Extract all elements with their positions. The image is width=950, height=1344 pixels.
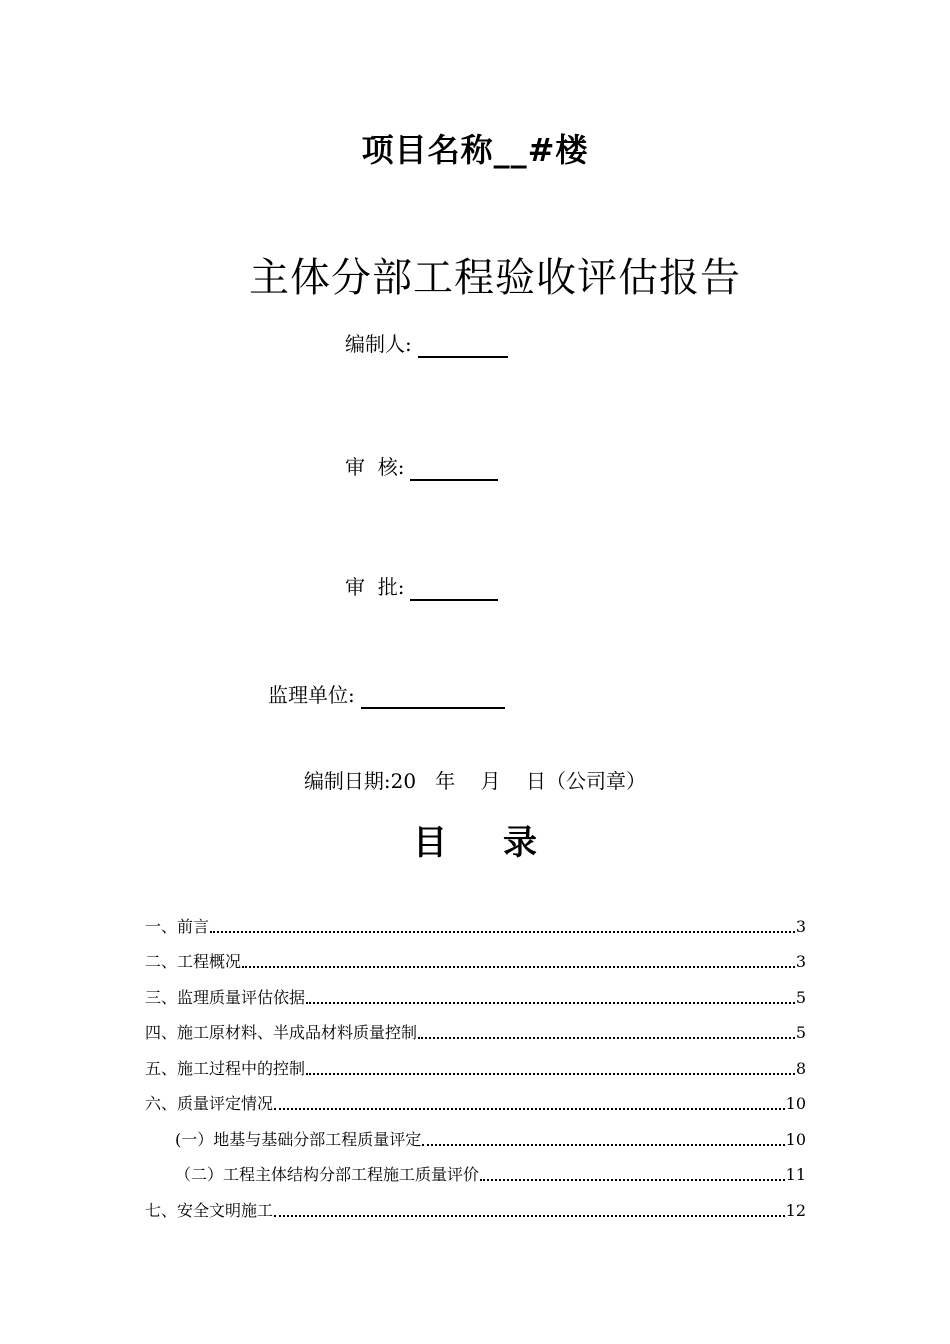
toc-title-part1: 目	[413, 823, 447, 863]
toc-entry-page: 12	[785, 1200, 806, 1220]
report-title: 主体分部工程验收评估报告	[249, 255, 741, 301]
supervisor-label: 监理单位:	[268, 683, 355, 707]
supervisor-field	[268, 681, 505, 709]
toc-leader-dots	[422, 1144, 784, 1146]
approver-field	[345, 573, 498, 601]
toc-entry[interactable]	[145, 1044, 806, 1080]
toc-entry[interactable]	[145, 1009, 806, 1045]
toc-entry-label: 七、安全文明施工	[145, 1200, 274, 1220]
toc-entry-label: 四、施工原材料、半成品材料质量控制	[145, 1023, 418, 1042]
reviewer-blank-line	[410, 457, 498, 481]
toc-entry-page: 3	[795, 916, 806, 936]
toc-entry-page: 8	[795, 1058, 806, 1078]
toc-leader-dots	[274, 1108, 785, 1110]
reviewer-label: 审 核:	[345, 455, 405, 479]
toc-entry-label: 六、质量评定情况	[145, 1094, 274, 1113]
toc-entry-page: 5	[795, 987, 806, 1007]
toc-subentry[interactable]	[145, 1151, 806, 1187]
toc-entry-page: 10	[785, 1094, 806, 1113]
toc-entry[interactable]	[145, 973, 806, 1009]
supervisor-blank-line	[361, 685, 505, 709]
toc-entry-label: 五、施工过程中的控制	[145, 1058, 306, 1078]
toc-leader-dots	[274, 1215, 785, 1217]
toc-entry[interactable]	[145, 902, 806, 938]
toc-leader-dots	[480, 1179, 785, 1181]
compiler-field	[345, 330, 508, 358]
toc-leader-dots	[210, 931, 795, 933]
toc-title	[0, 820, 950, 866]
toc-entry[interactable]	[145, 1186, 806, 1222]
toc-entry[interactable]	[145, 1080, 806, 1116]
compile-date-line: 编制日期:20 年 月 日（公司章）	[303, 769, 647, 793]
toc-leader-dots	[306, 1002, 795, 1004]
toc-subentry[interactable]	[145, 1115, 806, 1151]
toc-title-part2: 录	[503, 823, 537, 863]
approver-label: 审 批:	[345, 575, 405, 599]
toc-entry-label: （二）工程主体结构分部工程施工质量评价	[175, 1165, 480, 1184]
project-title: 项目名称__#楼	[361, 131, 589, 169]
reviewer-field	[345, 453, 498, 481]
toc-entry-label: 三、监理质量评估依据	[145, 987, 306, 1007]
compiler-blank-line	[418, 334, 508, 358]
toc-entry-label: 一、前言	[145, 916, 210, 936]
approver-blank-line	[410, 577, 498, 601]
toc-entry-label: 二、工程概况	[145, 952, 242, 971]
toc-leader-dots	[242, 966, 795, 968]
table-of-contents	[145, 902, 806, 1222]
toc-entry-page: 11	[785, 1165, 806, 1184]
toc-entry[interactable]	[145, 938, 806, 974]
toc-leader-dots	[306, 1073, 795, 1075]
toc-entry-page: 3	[795, 952, 806, 971]
toc-entry-label: (一）地基与基础分部工程质量评定	[175, 1129, 422, 1149]
toc-entry-page: 10	[785, 1129, 806, 1149]
toc-leader-dots	[418, 1037, 795, 1039]
toc-entry-page: 5	[795, 1023, 806, 1042]
compiler-label: 编制人:	[345, 332, 412, 356]
